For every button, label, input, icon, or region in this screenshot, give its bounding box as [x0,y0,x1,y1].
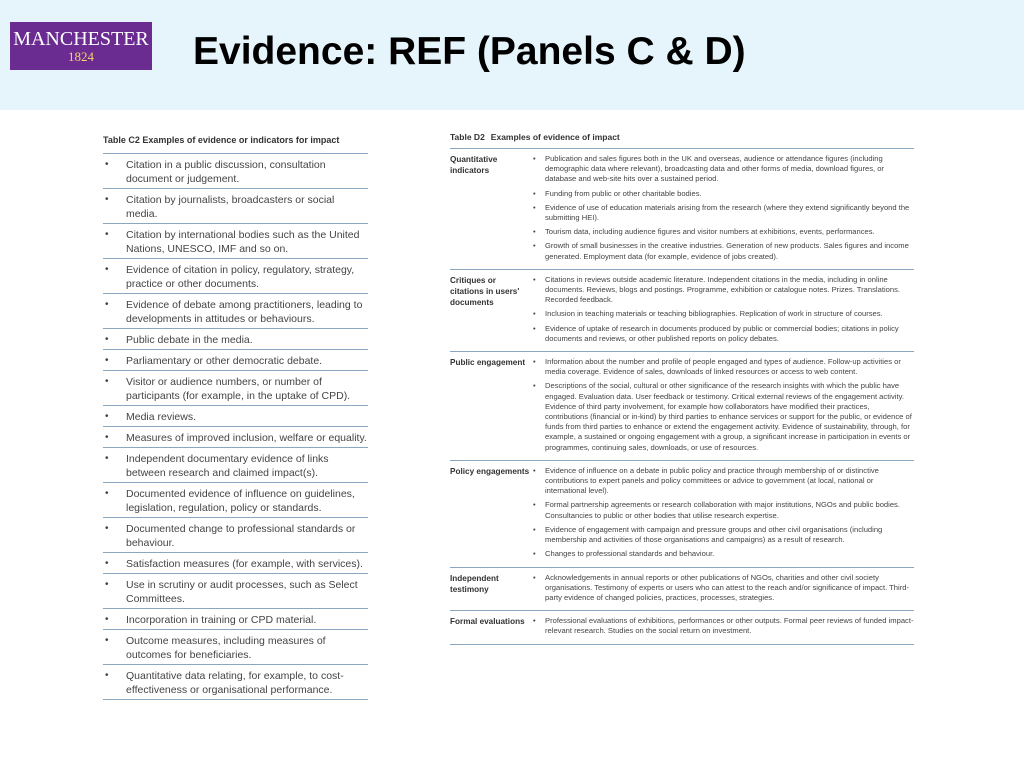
list-item: • Citation by journalists, broadcasters or social media. [103,189,368,224]
list-item: • Inclusion in teaching materials or teaching bibliographies. Replication of work in structure of courses. [530,309,914,319]
row-body [530,465,914,564]
row-heading: Quantitative indicators [450,155,498,175]
table-d2 [450,130,914,645]
list-item: • Outcome measures, including measures of outcomes for beneficiaries. [103,630,368,665]
list-item: • Formal partnership agreements or research collaboration with major institutions, NGOs and public bodies. Consultancies to public or other bodies that utilise research expertise. [530,500,914,520]
slide-title: Evidence: REF (Panels C & D) [193,30,746,73]
row-heading: Formal evaluations [450,617,525,627]
table-d2-caption [450,130,914,148]
list-item: • Parliamentary or other democratic debate. [103,350,368,371]
row-bullets [530,466,914,560]
list-item: • Citation by international bodies such as the United Nations, UNESCO, IMF and so on. [103,224,368,259]
list-item: • Evidence of engagement with campaign and pressure groups and other civil organisations (including membership and activities of those organisations and campaigns) as a result of research. [530,525,914,545]
table-c2 [103,131,368,700]
list-item: • Changes to professional standards and behaviour. [530,549,914,559]
list-item: • Evidence of citation in policy, regulatory, strategy, practice or other documents. [103,259,368,294]
slide-header [0,0,1024,110]
table-d2-caption-text: Examples of evidence of impact [490,132,620,142]
list-item: • Citation in a public discussion, consultation document or judgement. [103,154,368,189]
row-body [530,153,914,266]
logo-year: 1824 [68,49,94,64]
list-item: • Funding from public or other charitable bodies. [530,189,914,199]
row-body [530,274,914,348]
table-row [450,611,914,643]
list-item: • Professional evaluations of exhibitions, performances or other outputs. Formal peer reviews of funded impact-relevant research. Studies on the social return on investment. [530,616,914,636]
list-item: • Media reviews. [103,406,368,427]
row-bullets [530,616,914,636]
list-item: • Growth of small businesses in the creative industries. Generation of new products. Sales figures and income generated. Employment data (for example, evidence of jobs created). [530,241,914,261]
table-row [450,461,914,568]
list-item: • Tourism data, including audience figures and visitor numbers at exhibitions, events, performances. [530,227,914,237]
table-c2-caption: Table C2 Examples of evidence or indicators for impact [103,135,340,145]
list-item: • Acknowledgements in annual reports or other publications of NGOs, charities and other civil society organisations. Testimony of experts or users who can attest to the reach and/or significance of impact. Third-party evidence of changed policies, practices, processes, strategies. [530,573,914,604]
list-item: • Information about the number and profile of people engaged and types of audience. Follow-up activities or media coverage. Evidence of sales, downloads of linked resources or access to web content. [530,357,914,377]
logo-name: MANCHESTER [13,28,149,50]
list-item: • Incorporation in training or CPD material. [103,609,368,630]
list-item: • Independent documentary evidence of links between research and claimed impact(s). [103,448,368,483]
list-item: • Descriptions of the social, cultural or other significance of the research insights with which the public have engaged. Evaluation data. User feedback or testimony. Critical external reviews of the engagement activity. Evidence of third party involvement, for example how collaborators have modified their practices, contributions (financial or in-kind) by third parties to enhance services or support for the public, or evidence of funds from third parties to enhance or extend the engagement activity. Evidence of sustainability, through, for example, a sustained or ongoing engagement with a group, a significant increase in participation in events or programmes, continuing sales, downloads, or use of resources. [530,381,914,452]
list-item: • Use in scrutiny or audit processes, such as Select Committees. [103,574,368,609]
table-row [450,352,914,461]
table-d2-caption-label: Table D2 [450,132,485,142]
table-row [450,568,914,612]
list-item: • Citations in reviews outside academic literature. Independent citations in the media, including in online documents. Reviews, blogs and postings. Programme, exhibition or catalogue notes. Prizes. Translations. Recorded feedback. [530,275,914,306]
row-bullets [530,357,914,453]
list-item: • Evidence of influence on a debate in public policy and practice through membership of or distinctive contributions to expert panels and policy committees or advice to government (at local, national or international level). [530,466,914,497]
table-row [450,149,914,270]
row-heading: Public engagement [450,358,526,368]
list-item: • Documented change to professional standards or behaviour. [103,518,368,553]
row-body [530,615,914,640]
table-c2-list [103,153,368,700]
row-body [530,572,914,608]
row-heading: Independent testimony [450,573,499,594]
row-heading: Policy engagements [450,466,530,476]
list-item: • Quantitative data relating, for example, to cost-effectiveness or organisational performance. [103,665,368,700]
row-body [530,356,914,457]
table-d2-body [450,148,914,645]
list-item: • Evidence of debate among practitioners, leading to developments in attitudes or behaviours. [103,294,368,329]
row-heading: Critiques or citations in users' documents [450,275,520,307]
list-item: • Public debate in the media. [103,329,368,350]
row-bullets [530,154,914,262]
list-item: • Evidence of use of education materials arising from the research (where they extend significantly beyond the submitting HEI). [530,203,914,223]
row-bullets [530,573,914,604]
row-bullets [530,275,914,344]
list-item: • Visitor or audience numbers, or number of participants (for example, in the uptake of CPD). [103,371,368,406]
list-item: • Measures of improved inclusion, welfare or equality. [103,427,368,448]
list-item: • Evidence of uptake of research in documents produced by public or commercial bodies; citations in policy documents and reviews, or other published reports on policy debates. [530,324,914,344]
table-row [450,270,914,352]
university-logo [10,22,152,70]
list-item: • Publication and sales figures both in the UK and overseas, audience or attendance figures (including demographic data where relevant), broadcasting data and other forms of media, download figures, or database and web-site hits over a sustained period. [530,154,914,185]
list-item: • Documented evidence of influence on guidelines, legislation, regulation, policy or standards. [103,483,368,518]
list-item: • Satisfaction measures (for example, with services). [103,553,368,574]
